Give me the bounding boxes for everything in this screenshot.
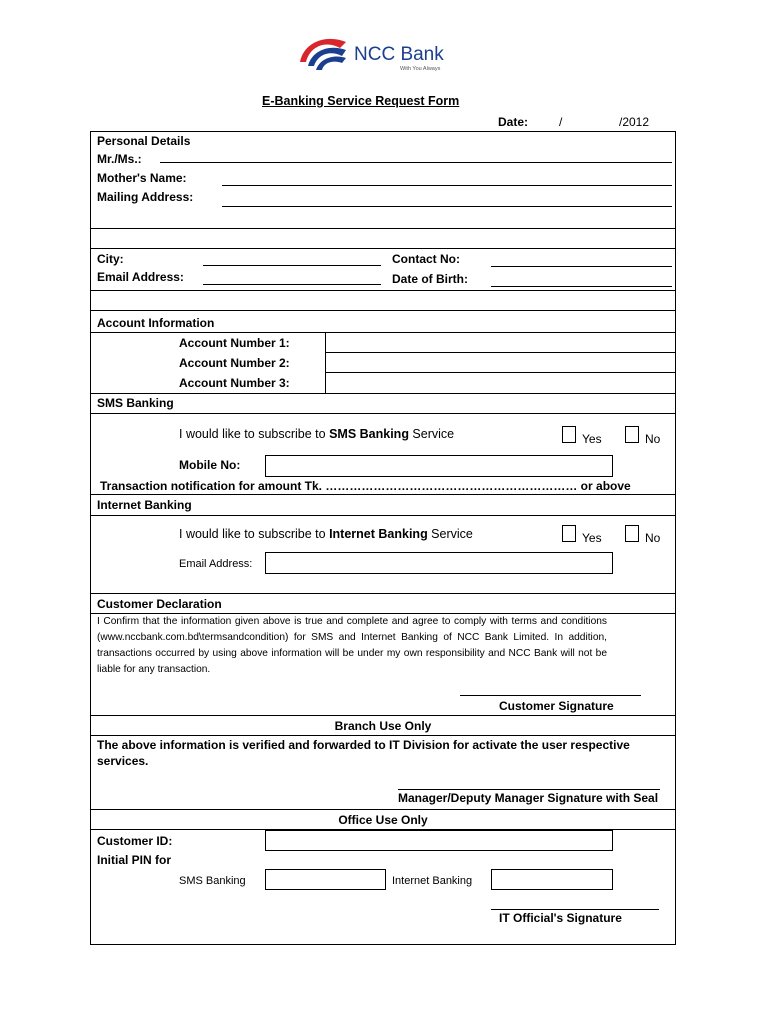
internet-pin-input[interactable]: [491, 869, 613, 890]
customer-signature-line[interactable]: [460, 695, 641, 696]
bank-logo: [296, 30, 456, 76]
account-number-1-field[interactable]: [327, 334, 673, 351]
internet-no-label: No: [645, 531, 661, 545]
it-official-signature-line[interactable]: [491, 909, 659, 910]
account-number-3-label: Account Number 3:: [179, 376, 290, 390]
customer-declaration-heading: Customer Declaration: [97, 597, 222, 611]
customer-signature-label: Customer Signature: [499, 699, 614, 713]
branch-use-heading: Branch Use Only: [334, 719, 432, 733]
mobile-no-label: Mobile No:: [179, 458, 241, 472]
account-number-3-field[interactable]: [327, 374, 673, 392]
personal-details-heading: Personal Details: [97, 134, 191, 148]
sms-no-label: No: [645, 432, 661, 446]
contact-no-label: Contact No:: [392, 252, 460, 266]
branch-text-line1: The above information is verified and forwarded to IT Division for activate the user respective: [97, 738, 630, 752]
internet-email-label: Email Address:: [179, 558, 253, 570]
manager-signature-line[interactable]: [398, 789, 660, 790]
it-official-signature-label: IT Official's Signature: [499, 911, 622, 925]
account-number-1-label: Account Number 1:: [179, 336, 290, 350]
account-info-heading: Account Information: [97, 316, 215, 330]
sms-pin-label: SMS Banking: [179, 875, 246, 887]
sms-banking-heading: SMS Banking: [97, 396, 174, 410]
internet-pin-label: Internet Banking: [392, 875, 473, 887]
date-year: /2012: [619, 115, 650, 129]
mother-name-field[interactable]: [222, 185, 672, 186]
internet-yes-checkbox[interactable]: [562, 525, 576, 542]
mailing-address-field[interactable]: [222, 206, 672, 207]
name-field[interactable]: [160, 162, 672, 163]
internet-email-input[interactable]: [265, 552, 613, 574]
initial-pin-label: Initial PIN for: [97, 853, 172, 867]
form-title: E-Banking Service Request Form: [262, 94, 460, 108]
office-use-heading: Office Use Only: [338, 813, 428, 827]
sms-pin-input[interactable]: [265, 869, 386, 890]
city-label: City:: [97, 252, 124, 266]
sms-yes-label: Yes: [582, 432, 602, 446]
account-number-2-field[interactable]: [327, 354, 673, 371]
declaration-text: I Confirm that the information given above is true and complete and agree to comply with terms and conditions (www.nccbank.com.bd\termsandcondition) for SMS and Internet Banking of NCC Bank Limited. In addition, transactions occurred by using above information will be under my own responsibility and NCC Bank will not be liable for any transaction.: [97, 616, 607, 675]
internet-banking-heading: Internet Banking: [97, 498, 192, 512]
date-label: Date:: [498, 115, 529, 129]
mobile-no-input[interactable]: [265, 455, 613, 477]
internet-no-checkbox[interactable]: [625, 525, 639, 542]
customer-id-input[interactable]: [265, 830, 613, 851]
contact-no-field[interactable]: [491, 266, 672, 267]
internet-subscribe-text: I would like to subscribe to Internet Banking Service: [179, 527, 473, 541]
city-field[interactable]: [203, 265, 381, 266]
ncc-logo-icon: [296, 32, 350, 72]
sms-yes-checkbox[interactable]: [562, 426, 576, 443]
internet-yes-label: Yes: [582, 531, 602, 545]
date-of-birth-label: Date of Birth:: [392, 272, 468, 286]
mother-name-label: Mother's Name:: [97, 171, 187, 185]
branch-text-line2: services.: [97, 754, 149, 768]
account-number-2-label: Account Number 2:: [179, 356, 290, 370]
mailing-address-label: Mailing Address:: [97, 190, 194, 204]
bank-tagline: With You Always: [400, 66, 441, 72]
sms-subscribe-text: I would like to subscribe to SMS Banking Service: [179, 427, 455, 441]
manager-signature-label: Manager/Deputy Manager Signature with Seal: [398, 791, 659, 805]
date-separator: /: [559, 115, 563, 129]
customer-id-label: Customer ID:: [97, 834, 173, 848]
bank-name: NCC Bank: [354, 44, 444, 65]
email-address-field[interactable]: [203, 284, 381, 285]
sms-no-checkbox[interactable]: [625, 426, 639, 443]
email-address-label: Email Address:: [97, 270, 184, 284]
transaction-notification-text: Transaction notification for amount Tk. ……………………………………………………… or above: [100, 479, 631, 493]
name-label: Mr./Ms.:: [97, 152, 142, 166]
date-of-birth-field[interactable]: [491, 286, 672, 287]
